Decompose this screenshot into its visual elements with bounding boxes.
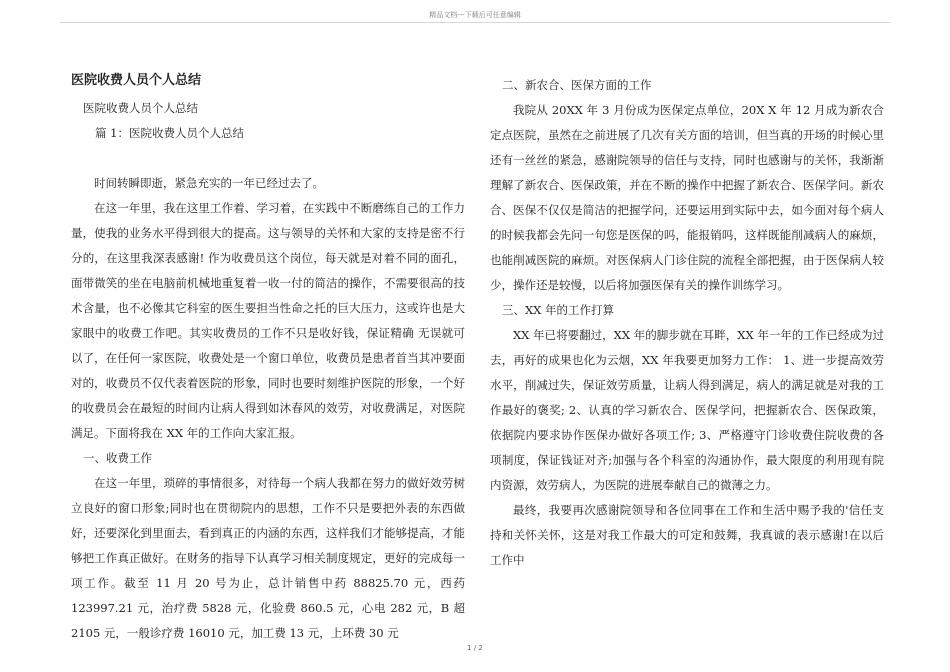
left-column [71, 66, 465, 646]
right-column [490, 73, 884, 573]
document-subtitle: 医院收费人员个人总结 [83, 101, 198, 115]
section-heading: 二、新农合、医保方面的工作 [502, 78, 652, 92]
part-heading: 篇 1：医院收费人员个人总结 [95, 126, 244, 140]
paragraph: 在这一年里，我在这里工作着、学习着，在实践中不断磨练自己的工作力量，使我的业务水平得到很大的提高。这与领导的关怀和大家的支持是密不行分的，在这里我深表感谢! 作为收费员这个岗位，每天就是对着不同的面孔，面带微笑的坐在电脑前机械地重复着一收一付的简洁的操作，不需要很高的技术含量，也不必像其它科室的医生要担当性命之托的巨大压力，这或许也是大家眼中的收费工作吧。其实收费员的工作不只是收好钱，保证精确 无误就可以了，在任何一家医院，收费处是一个窗口单位，收费员是患者首当其冲要面对的，收费员不仅代表着医院的形象，同时也要时刻维护医院的形象，一个好的收费员会在最短的时间内让病人得到如沐春风的效劳，对收费满足，对医院满足。下面将我在 XX 年的工作向大家汇报。 [71, 201, 465, 440]
paragraph: 最终，我要再次感谢院领导和各位同事在工作和生活中赐予我的'信任支持和关怀关怀，这是对我工作最大的可定和鼓舞，我真诚的表示感谢!在以后工作中 [490, 503, 884, 567]
paragraph: 在这一年里，琐碎的事情很多，对待每一个病人我都在努力的做好效劳树立良好的窗口形象;同时也在贯彻院内的思想，工作不只是要把外表的东西做好，还要深化到里面去，看到真正的内涵的东西，这样我们才能够提高，才能够把工作真正做好。在财务的指导下认真学习相关制度规定，更好的完成每一项工作。截至 11 月 20 号为止，总计销售中药 88825.70 元，西药 123997.21 元，治疗费 5828 元，化验费 860.5 元，心电 282 元，B 超 2105 元，一般诊疗费 16010 元，加工费 13 元，上环费 30 元 [71, 476, 465, 640]
paragraph: 我院从 20XX 年 3 月份成为医保定点单位，20X X 年 12 月成为新农合定点医院，虽然在之前进展了几次有关方面的培训，但当真的开场的时候心里还有一丝丝的紧急，感谢院领导的信任与支持，同时也感谢与的关怀，我渐渐理解了新农合、医保政策，并在不断的操作中把握了新农合、医保学问。新农合、医保不仅仅是简洁的把握学问，还要运用到实际中去，如今面对每个病人的时候我都会先问一句您是医保的吗，能报销吗，这样既能削减病人的麻烦，也能削减医院的麻烦。对医保病人门诊住院的流程全部把握，由于医保病人较少，操作还是较慢，以后将加强医保有关的操作训练学习。 [490, 103, 884, 292]
spacer [71, 146, 465, 171]
page-number: 1 / 2 [467, 644, 483, 652]
section-heading: 一、收费工作 [83, 451, 152, 465]
header-note: 精品文档---下载后可任意编辑 [429, 11, 521, 19]
paragraph: XX 年已将要翻过，XX 年的脚步就在耳畔，XX 年一年的工作已经成为过去，再好的成果也化为云烟，XX 年我要更加努力工作： 1、进一步提高效劳水平，削减过失，保证效劳质量，让病人得到满足，病人的满足就是对我的工作最好的褒奖; 2、认真的学习新农合、医保学问，把握新农合、医保政策，依据院内要求协作医保办做好各项工作; 3、严格遵守门诊收费住院收费的各项制度，保证钱证对齐;加强与各个科室的沟通协作，最大限度的利用现有院内资源，效劳病人，为医院的进展奉献自己的微薄之力。 [490, 328, 884, 492]
paragraph: 时间转瞬即逝，紧急充实的一年已经过去了。 [94, 176, 324, 190]
section-heading: 三、XX 年的工作打算 [502, 303, 615, 317]
document-title: 医院收费人员个人总结 [71, 73, 202, 88]
header-divider [60, 22, 890, 23]
